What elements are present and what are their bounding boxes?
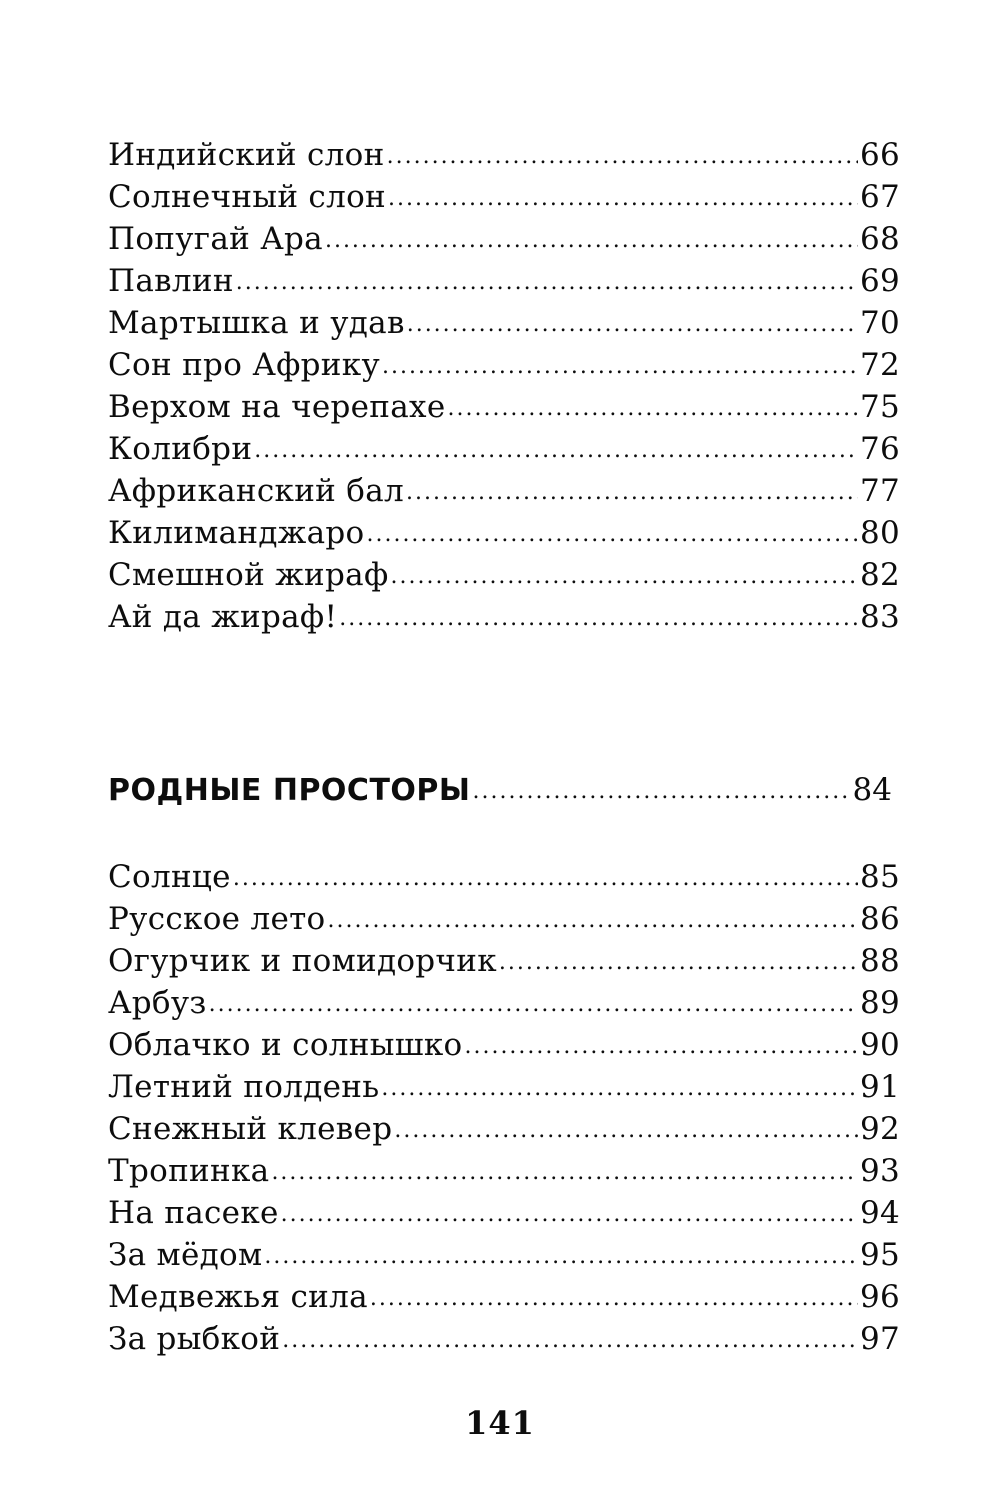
toc-entry: [108, 554, 900, 596]
toc-entry-title: Летний полдень: [108, 1069, 380, 1105]
toc-entry-title: Медвежья сила: [108, 1279, 368, 1315]
toc-entry: [108, 428, 900, 470]
dot-leader: [209, 984, 858, 1026]
toc-entry-page: 93: [859, 1153, 900, 1189]
dot-leader: [271, 1152, 858, 1194]
toc-entry-page: 75: [859, 389, 900, 425]
toc-entry-page: 72: [859, 347, 900, 383]
dot-leader: [473, 769, 851, 815]
toc-entry: [108, 940, 900, 982]
toc-entry: [108, 344, 900, 386]
dot-leader: [254, 430, 858, 472]
toc-entry-page: 80: [859, 515, 900, 551]
toc-entry-title: Солнце: [108, 859, 231, 895]
toc-entry-title: Снежный клевер: [108, 1111, 393, 1147]
toc-list-native-lands: [108, 856, 900, 1360]
toc-entry-title: Мартышка и удав: [108, 305, 405, 341]
toc-entry-page: 95: [859, 1237, 900, 1273]
toc-entry: [108, 898, 900, 940]
dot-leader: [407, 304, 858, 346]
dot-leader: [406, 472, 858, 514]
toc-entry-title: Тропинка: [108, 1153, 270, 1189]
toc-entry-title: Арбуз: [108, 985, 207, 1021]
dot-leader: [388, 178, 858, 220]
toc-entry-title: Килиманджаро: [108, 515, 365, 551]
toc-entry-title: Верхом на черепахе: [108, 389, 446, 425]
toc-entry-page: 77: [859, 473, 900, 509]
toc-entry-title: За рыбкой: [108, 1321, 281, 1357]
toc-entry-title: Огурчик и помидорчик: [108, 943, 497, 979]
toc-entry-page: 96: [859, 1279, 900, 1315]
dot-leader: [394, 1110, 858, 1152]
toc-entry: [108, 134, 900, 176]
toc-entry-title: Павлин: [108, 263, 234, 299]
toc-entry: [108, 1276, 900, 1318]
toc-entry-title: Русское лето: [108, 901, 326, 937]
dot-leader: [282, 1320, 858, 1362]
toc-entry: [108, 982, 900, 1024]
toc-entry-page: 82: [859, 557, 900, 593]
toc-entry-title: Облачко и солнышко: [108, 1027, 463, 1063]
toc-entry-title: Сон про Африку: [108, 347, 380, 383]
toc-entry-page: 76: [859, 431, 900, 467]
section-heading: [108, 767, 892, 813]
toc-entry-title: На пасеке: [108, 1195, 279, 1231]
toc-entry-page: 94: [859, 1195, 900, 1231]
toc-entry-page: 92: [859, 1111, 900, 1147]
toc-entry: [108, 176, 900, 218]
toc-entry-page: 86: [859, 901, 900, 937]
toc-entry-page: 68: [859, 221, 900, 257]
dot-leader: [370, 1278, 858, 1320]
dot-leader: [236, 262, 858, 304]
dot-leader: [366, 514, 857, 556]
dot-leader: [447, 388, 857, 430]
toc-entry: [108, 1108, 900, 1150]
dot-leader: [281, 1194, 858, 1236]
toc-entry: [108, 512, 900, 554]
toc-entry: [108, 218, 900, 260]
toc-entry-title: Ай да жираф!: [108, 599, 338, 635]
toc-entry-page: 85: [859, 859, 900, 895]
dot-leader: [328, 900, 858, 942]
toc-entry-title: Солнечный слон: [108, 179, 387, 215]
toc-entry: [108, 470, 900, 512]
toc-entry-page: 70: [859, 305, 900, 341]
dot-leader: [264, 1236, 858, 1278]
toc-entry-title: За мёдом: [108, 1237, 263, 1273]
toc-entry: [108, 302, 900, 344]
toc-entry: [108, 386, 900, 428]
toc-entry-page: 69: [859, 263, 900, 299]
dot-leader: [391, 556, 858, 598]
page-number: 141: [465, 1404, 535, 1442]
toc-entry-title: Африканский бал: [108, 473, 405, 509]
toc-entry: [108, 1066, 900, 1108]
dot-leader: [464, 1026, 857, 1068]
toc-entry: [108, 1150, 900, 1192]
toc-entry: [108, 1234, 900, 1276]
toc-entry: [108, 1024, 900, 1066]
toc-entry: [108, 260, 900, 302]
dot-leader: [382, 346, 858, 388]
toc-entry: [108, 1318, 900, 1360]
toc-entry-title: Смешной жираф: [108, 557, 389, 593]
toc-entry-page: 83: [859, 599, 900, 635]
toc-entry-page: 88: [859, 943, 900, 979]
dot-leader: [381, 1068, 858, 1110]
toc-entry: [108, 1192, 900, 1234]
section-page: 84: [852, 772, 892, 808]
toc-entry-page: 91: [859, 1069, 900, 1105]
dot-leader: [387, 136, 858, 178]
toc-entry-page: 89: [859, 985, 900, 1021]
toc-entry-title: Попугай Ара: [108, 221, 323, 257]
dot-leader: [325, 220, 858, 262]
toc-entry-title: Колибри: [108, 431, 253, 467]
toc-entry-page: 97: [859, 1321, 900, 1357]
toc-list-africa: [108, 134, 900, 638]
toc-entry-page: 67: [859, 179, 900, 215]
toc-entry-title: Индийский слон: [108, 137, 385, 173]
toc-entry-page: 66: [859, 137, 900, 173]
toc-entry-page: 90: [859, 1027, 900, 1063]
dot-leader: [499, 942, 858, 984]
toc-entry: [108, 596, 900, 638]
toc-entry: [108, 856, 900, 898]
dot-leader: [233, 858, 858, 900]
section-title: РОДНЫЕ ПРОСТОРЫ: [108, 773, 471, 808]
dot-leader: [339, 598, 858, 640]
